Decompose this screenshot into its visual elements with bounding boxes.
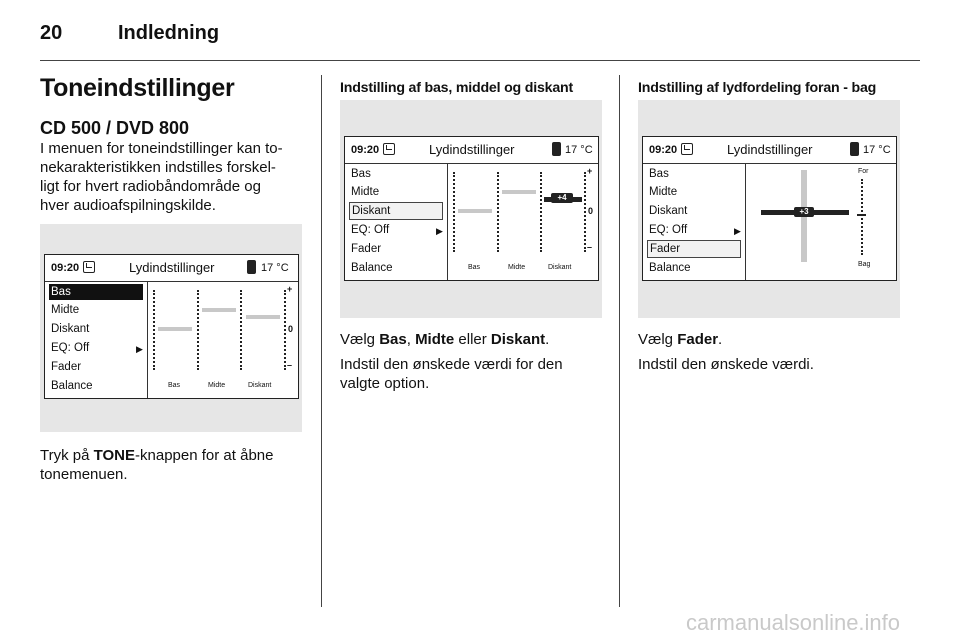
intro-line: ligt for hvert radiobåndområde og [40, 178, 261, 195]
watermark: carmanualsonline.info [686, 610, 901, 635]
menu-item-balance[interactable]: Balance [51, 380, 93, 392]
temperature: 17 °C [261, 262, 289, 274]
menu-item-bas[interactable]: Bas [649, 168, 669, 180]
fader-display [746, 164, 896, 280]
plus-mark: + [587, 166, 593, 176]
col2-instruction-1 [340, 330, 610, 349]
col3-instruction-1 [638, 330, 908, 349]
minus-mark: – [587, 242, 593, 252]
chevron-right-icon: ▶ [136, 344, 143, 354]
treble-level [246, 315, 280, 319]
screen-image-2 [340, 100, 602, 318]
thermometer-icon [552, 142, 561, 156]
clock-time: 09:20 [351, 144, 380, 156]
option-midte: Midte [415, 331, 455, 348]
column-divider-1 [321, 75, 322, 607]
chapter-title: Indledning [118, 22, 220, 44]
tone-button-label: TONE [93, 447, 136, 464]
clock-icon [83, 261, 95, 273]
treble-scale [540, 172, 544, 252]
menu-item-eq[interactable]: EQ: Off [351, 224, 390, 236]
menu-item-diskant[interactable]: Diskant [349, 202, 443, 220]
screen-header [45, 255, 298, 282]
option-diskant: Diskant [490, 331, 546, 348]
menu-item-midte[interactable]: Midte [351, 186, 380, 198]
text-span: . [718, 331, 723, 348]
mid-level [202, 308, 236, 312]
temperature: 17 °C [863, 144, 891, 156]
col1-instruction [40, 446, 310, 484]
clock-icon [383, 143, 395, 155]
fader-scale [861, 179, 865, 255]
menu-item-midte[interactable]: Midte [649, 186, 678, 198]
menu-item-eq[interactable]: EQ: Off [649, 224, 688, 236]
display-screen [642, 136, 897, 281]
tone-menu [45, 282, 148, 398]
menu-item-fader[interactable]: Fader [351, 243, 382, 255]
menu-item-diskant[interactable]: Diskant [649, 205, 688, 217]
text-span: Tryk på [40, 447, 94, 464]
band-label-diskant: Diskant [548, 264, 572, 271]
zero-mark: 0 [288, 324, 294, 334]
text-span: , [406, 331, 416, 348]
menu-item-balance[interactable]: Balance [649, 262, 691, 274]
screen-image-3 [638, 100, 900, 318]
option-bas: Bas [379, 331, 407, 348]
clock-time: 09:20 [649, 144, 678, 156]
menu-item-midte[interactable]: Midte [51, 304, 80, 316]
temperature: 17 °C [565, 144, 593, 156]
screen-title: Lydindstillinger [129, 260, 215, 275]
screen-title: Lydindstillinger [727, 142, 813, 157]
thermometer-icon [247, 260, 256, 274]
text-span: . [545, 331, 550, 348]
text-line: Indstil den ønskede værdi for den [340, 356, 563, 373]
intro-text [40, 139, 310, 215]
col2-instruction-2 [340, 355, 610, 393]
col2-heading: Indstilling af bas, middel og diskant [340, 80, 574, 96]
bass-scale [453, 172, 457, 252]
band-label-diskant: Diskant [248, 382, 272, 389]
menu-item-balance[interactable]: Balance [351, 262, 393, 274]
clock-time: 09:20 [51, 262, 80, 274]
menu-item-bas[interactable]: Bas [351, 168, 371, 180]
mid-level [502, 190, 536, 194]
menu-item-fader[interactable]: Fader [51, 361, 82, 373]
intro-line: nekarakteristikken indstilles forskel- [40, 159, 276, 176]
tone-menu [345, 164, 448, 280]
display-screen [44, 254, 299, 399]
bass-level [158, 327, 192, 331]
display-screen [344, 136, 599, 281]
section-title: Toneindstillinger [40, 74, 235, 102]
zero-mark: 0 [588, 206, 594, 216]
eq-bars [148, 282, 298, 398]
band-label-bas: Bas [168, 382, 181, 389]
text-span: Vælg [340, 331, 380, 348]
screen-title: Lydindstillinger [429, 142, 515, 157]
eq-bars [448, 164, 598, 280]
screen-header [345, 137, 598, 164]
treble-scale [240, 290, 244, 370]
band-label-midte: Midte [208, 382, 226, 389]
col1-line2: tonemenuen. [40, 466, 128, 483]
screen-header [643, 137, 896, 164]
intro-line: hver audioafspilningskilde. [40, 197, 216, 214]
plus-mark: + [287, 284, 293, 294]
mid-scale [497, 172, 501, 252]
col1-line1 [40, 446, 310, 465]
mid-scale [197, 290, 201, 370]
menu-item-eq[interactable]: EQ: Off [51, 342, 90, 354]
band-label-bas: Bas [468, 264, 481, 271]
col3-heading: Indstilling af lydfordeling foran - bag [638, 80, 877, 96]
tone-menu [643, 164, 746, 280]
page-number: 20 [40, 22, 63, 44]
fader-rear-label: Bag [858, 261, 871, 268]
thermometer-icon [850, 142, 859, 156]
header-rule [40, 60, 920, 61]
treble-value[interactable]: +4 [551, 193, 573, 203]
menu-item-diskant[interactable]: Diskant [51, 323, 90, 335]
text-span: eller [454, 331, 491, 348]
screen-image-1 [40, 224, 302, 432]
minus-mark: – [287, 360, 293, 370]
model-title: CD 500 / DVD 800 [40, 118, 190, 138]
bass-level [458, 209, 492, 213]
text-line: valgte option. [340, 375, 430, 392]
clock-icon [681, 143, 693, 155]
text-span: -knappen for at åbne [135, 447, 274, 464]
col3-instruction-2: Indstil den ønskede værdi. [638, 356, 814, 373]
fader-tick [857, 214, 866, 216]
bass-scale [153, 290, 157, 370]
band-label-midte: Midte [508, 264, 526, 271]
column-divider-2 [619, 75, 620, 607]
menu-item-fader[interactable]: Fader [647, 240, 741, 258]
option-fader: Fader [677, 331, 719, 348]
fader-front-label: For [858, 168, 869, 175]
chevron-right-icon: ▶ [734, 226, 741, 236]
text-span: Vælg [638, 331, 678, 348]
intro-line: I menuen for toneindstillinger kan to- [40, 140, 283, 157]
fader-value[interactable]: +3 [794, 207, 814, 217]
chevron-right-icon: ▶ [436, 226, 443, 236]
menu-item-bas[interactable]: Bas [49, 284, 143, 300]
